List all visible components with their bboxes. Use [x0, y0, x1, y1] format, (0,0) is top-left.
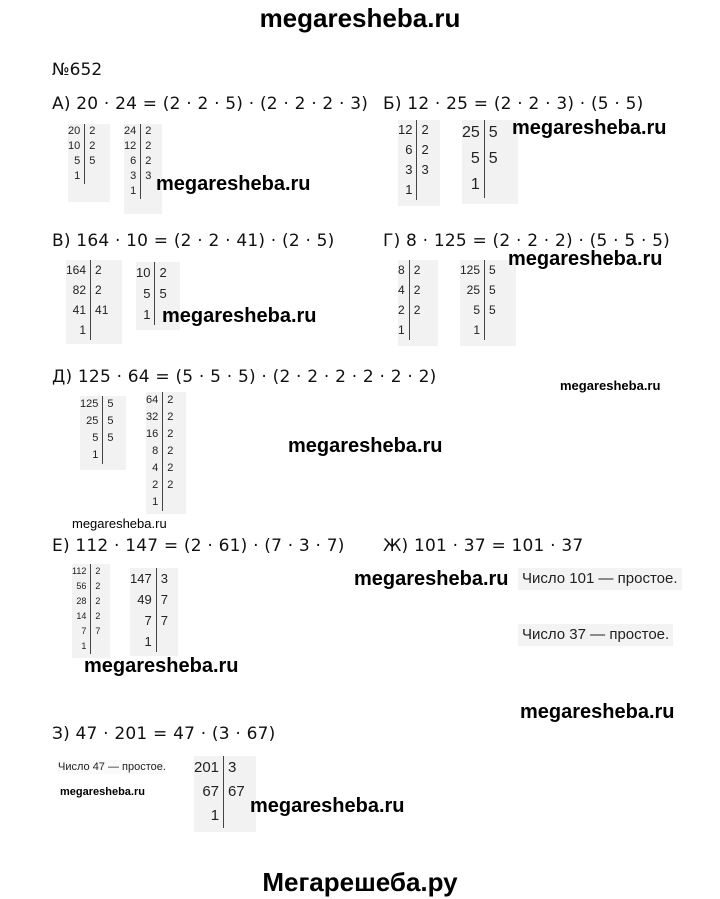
dividend-cell: 64	[146, 392, 163, 409]
factor-row	[66, 300, 108, 320]
divisor-cell: 5	[488, 150, 498, 167]
dividend-cell: 32	[146, 409, 163, 426]
divisor-cell	[91, 639, 101, 654]
factor-row	[80, 430, 113, 447]
factor-row	[146, 409, 173, 426]
dividend-cell: 82	[66, 280, 91, 300]
divisor-cell: 3	[160, 571, 168, 586]
dividend-cell: 1	[460, 320, 485, 340]
factor-row	[68, 154, 95, 169]
equation-d: Д) 125 · 64 = (5 · 5 · 5) · (2 · 2 · 2 · 2 · 2 · 2)	[52, 367, 437, 387]
factor-row	[194, 756, 245, 780]
dividend-cell: 8	[146, 443, 163, 460]
factor-row	[130, 568, 168, 589]
dividend-cell: 5	[460, 300, 485, 320]
divisor-cell: 2	[421, 142, 429, 157]
dividend-cell: 1	[124, 184, 141, 199]
factor-row	[72, 564, 100, 579]
factor-row	[398, 180, 429, 200]
divisor-cell	[484, 172, 497, 198]
dividend-cell: 5	[462, 146, 484, 172]
factor-table-grid	[398, 120, 429, 200]
dividend-cell: 10	[68, 139, 85, 154]
divisor-cell: 5	[107, 398, 114, 410]
divisor-cell: 2	[95, 596, 101, 606]
divisor-cell: 41	[95, 303, 109, 317]
factor-row	[398, 300, 420, 320]
factor-row	[136, 283, 167, 304]
factor-table	[398, 260, 438, 346]
factor-table	[66, 260, 122, 344]
site-footer: Мегарешеба.ру	[262, 867, 458, 897]
factor-row	[398, 320, 420, 340]
divisor-cell	[485, 320, 496, 340]
factor-table	[130, 568, 178, 656]
dividend-cell: 125	[80, 396, 103, 413]
factor-row	[66, 280, 108, 300]
factor-row	[66, 320, 108, 340]
factor-row	[130, 589, 168, 610]
divisor-cell: 2	[145, 155, 152, 167]
dividend-cell: 28	[72, 594, 91, 609]
equation-e: Е) 112 · 147 = (2 · 61) · (7 · 3 · 7)	[52, 536, 345, 556]
factor-row	[462, 172, 498, 198]
dividend-cell: 56	[72, 579, 91, 594]
divisor-cell	[91, 320, 109, 340]
dividend-cell: 1	[68, 169, 85, 184]
divisor-cell	[156, 631, 168, 652]
dividend-cell: 25	[460, 280, 485, 300]
factor-table-grid	[146, 392, 173, 511]
factor-row	[146, 494, 173, 511]
divisor-cell: 2	[421, 122, 429, 137]
factor-row	[398, 160, 429, 180]
factor-row	[130, 610, 168, 631]
dividend-cell: 164	[66, 260, 91, 280]
factor-table-grid	[194, 756, 245, 828]
dividend-cell: 4	[146, 460, 163, 477]
problem-number: №652	[52, 60, 103, 80]
factor-row	[68, 169, 95, 184]
factor-row	[460, 260, 496, 280]
watermark: megaresheba.ru	[354, 568, 509, 590]
dividend-cell: 1	[194, 804, 224, 828]
dividend-cell: 20	[68, 124, 85, 139]
dividend-cell: 1	[130, 631, 156, 652]
watermark: megaresheba.ru	[520, 701, 675, 723]
dividend-cell: 1	[462, 172, 484, 198]
divisor-cell: 2	[167, 411, 174, 423]
divisor-cell: 2	[89, 140, 96, 152]
factor-row	[80, 396, 113, 413]
factor-row	[72, 639, 100, 654]
watermark: megaresheba.ru	[156, 173, 311, 195]
factor-row	[194, 780, 245, 804]
watermark: megaresheba.ru	[512, 117, 667, 139]
dividend-cell: 1	[66, 320, 91, 340]
divisor-cell	[163, 494, 174, 511]
factor-table	[398, 120, 440, 206]
factor-row	[72, 579, 100, 594]
divisor-cell: 2	[167, 428, 174, 440]
dividend-cell: 25	[80, 413, 103, 430]
factor-table	[68, 124, 110, 202]
factor-row	[80, 447, 113, 464]
dividend-cell: 8	[398, 260, 409, 280]
divisor-cell: 5	[159, 286, 167, 301]
watermark: megaresheba.ru	[72, 516, 167, 531]
site-header: megaresheba.ru	[259, 3, 461, 33]
prime-note: Число 37 — простое.	[518, 624, 673, 646]
factor-row	[462, 120, 498, 146]
divisor-cell	[103, 447, 114, 464]
factor-table	[124, 124, 162, 214]
dividend-cell: 1	[398, 180, 417, 200]
factor-row	[146, 426, 173, 443]
divisor-cell	[85, 169, 96, 184]
dividend-cell: 3	[398, 160, 417, 180]
divisor-cell: 2	[95, 283, 102, 297]
dividend-cell: 14	[72, 609, 91, 624]
factor-table	[462, 120, 518, 204]
factor-table-grid	[68, 124, 95, 184]
dividend-cell: 125	[460, 260, 485, 280]
dividend-cell: 5	[68, 154, 85, 169]
divisor-cell: 5	[489, 303, 496, 317]
divisor-cell: 5	[107, 432, 114, 444]
factor-row	[66, 260, 108, 280]
watermark: megaresheba.ru	[162, 305, 317, 327]
dividend-cell: 147	[130, 568, 156, 589]
factor-table-grid	[80, 396, 113, 464]
factor-row	[462, 146, 498, 172]
divisor-cell: 3	[228, 759, 237, 776]
prime-note: Число 101 — простое.	[518, 568, 682, 590]
dividend-cell: 4	[398, 280, 409, 300]
dividend-cell: 41	[66, 300, 91, 320]
dividend-cell: 5	[136, 283, 155, 304]
factor-row	[460, 280, 496, 300]
factor-row	[72, 609, 100, 624]
dividend-cell: 2	[146, 477, 163, 494]
divisor-cell	[224, 804, 245, 828]
factor-row	[130, 631, 168, 652]
equation-a: А) 20 · 24 = (2 · 2 · 5) · (2 · 2 · 2 · 3)	[52, 94, 369, 114]
factor-row	[146, 460, 173, 477]
dividend-cell: 2	[398, 300, 409, 320]
divisor-cell: 2	[95, 581, 101, 591]
factor-table-grid	[460, 260, 496, 340]
divisor-cell: 2	[167, 394, 174, 406]
dividend-cell: 12	[124, 139, 141, 154]
factor-table-grid	[462, 120, 498, 198]
factor-table	[72, 564, 110, 658]
factor-row	[460, 320, 496, 340]
factor-row	[124, 139, 151, 154]
prime-note: Число 47 — простое.	[58, 761, 166, 773]
divisor-cell: 2	[413, 303, 421, 317]
divisor-cell: 5	[89, 155, 96, 167]
dividend-cell: 6	[124, 154, 141, 169]
divisor-cell: 2	[95, 263, 102, 277]
divisor-cell: 5	[488, 124, 498, 141]
dividend-cell: 7	[72, 624, 91, 639]
watermark: megaresheba.ru	[250, 795, 405, 817]
factor-row	[124, 169, 151, 184]
divisor-cell: 3	[421, 162, 429, 177]
dividend-cell: 1	[80, 447, 103, 464]
dividend-cell: 49	[130, 589, 156, 610]
divisor-cell: 2	[95, 566, 101, 576]
dividend-cell: 10	[136, 262, 155, 283]
factor-row	[68, 124, 95, 139]
divisor-cell: 67	[228, 783, 245, 800]
factor-row	[460, 300, 496, 320]
divisor-cell: 2	[167, 462, 174, 474]
factor-row	[398, 140, 429, 160]
divisor-cell: 2	[413, 283, 421, 297]
divisor-cell: 7	[95, 626, 101, 636]
divisor-cell: 3	[145, 170, 152, 182]
factor-row	[398, 120, 429, 140]
factor-table-grid	[124, 124, 151, 199]
dividend-cell: 25	[462, 120, 484, 146]
equation-v: В) 164 · 10 = (2 · 2 · 41) · (2 · 5)	[52, 231, 335, 251]
dividend-cell: 1	[72, 639, 91, 654]
factor-row	[124, 184, 151, 199]
factor-row	[398, 260, 420, 280]
divisor-cell: 5	[107, 415, 114, 427]
factor-row	[80, 413, 113, 430]
factor-row	[194, 804, 245, 828]
divisor-cell: 5	[489, 283, 496, 297]
dividend-cell: 67	[194, 780, 224, 804]
factor-row	[124, 154, 151, 169]
divisor-cell: 2	[167, 445, 174, 457]
divisor-cell: 2	[145, 125, 152, 137]
factor-row	[146, 477, 173, 494]
watermark: megaresheba.ru	[84, 655, 239, 677]
dividend-cell: 12	[398, 120, 417, 140]
equation-zh: Ж) 101 · 37 = 101 · 37	[383, 536, 584, 556]
watermark: megaresheba.ru	[288, 435, 443, 457]
divisor-cell: 2	[167, 479, 174, 491]
factor-table	[460, 260, 516, 346]
dividend-cell: 6	[398, 140, 417, 160]
factor-table-grid	[398, 260, 420, 340]
factor-row	[398, 280, 420, 300]
divisor-cell: 2	[145, 140, 152, 152]
dividend-cell: 3	[124, 169, 141, 184]
factor-row	[72, 594, 100, 609]
equation-b: Б) 12 · 25 = (2 · 2 · 3) · (5 · 5)	[383, 94, 644, 114]
factor-row	[72, 624, 100, 639]
dividend-cell: 7	[130, 610, 156, 631]
dividend-cell: 1	[398, 320, 409, 340]
equation-z: З) 47 · 201 = 47 · (3 · 67)	[52, 724, 276, 744]
dividend-cell: 201	[194, 756, 224, 780]
watermark: megaresheba.ru	[508, 248, 663, 270]
divisor-cell: 2	[95, 611, 101, 621]
divisor-cell: 5	[489, 263, 496, 277]
divisor-cell	[141, 184, 152, 199]
factor-table-grid	[130, 568, 168, 652]
factor-row	[124, 124, 151, 139]
factor-row	[146, 443, 173, 460]
factor-table	[194, 756, 256, 832]
divisor-cell	[409, 320, 420, 340]
factor-row	[136, 262, 167, 283]
watermark: megaresheba.ru	[60, 786, 145, 798]
divisor-cell: 7	[160, 592, 168, 607]
divisor-cell	[417, 180, 429, 200]
factor-row	[146, 392, 173, 409]
divisor-cell: 2	[89, 125, 96, 137]
dividend-cell: 1	[146, 494, 163, 511]
factor-row	[68, 139, 95, 154]
dividend-cell: 112	[72, 564, 91, 579]
equation-g: Г) 8 · 125 = (2 · 2 · 2) · (5 · 5 · 5)	[383, 231, 671, 251]
factor-table-grid	[66, 260, 108, 340]
dividend-cell: 24	[124, 124, 141, 139]
dividend-cell: 5	[80, 430, 103, 447]
divisor-cell: 2	[159, 265, 167, 280]
dividend-cell: 16	[146, 426, 163, 443]
divisor-cell: 7	[160, 613, 168, 628]
dividend-cell: 1	[136, 304, 155, 325]
watermark: megaresheba.ru	[560, 378, 661, 393]
factor-table	[146, 392, 186, 514]
divisor-cell: 2	[413, 263, 421, 277]
factor-table-grid	[72, 564, 100, 654]
factor-table	[80, 396, 126, 470]
